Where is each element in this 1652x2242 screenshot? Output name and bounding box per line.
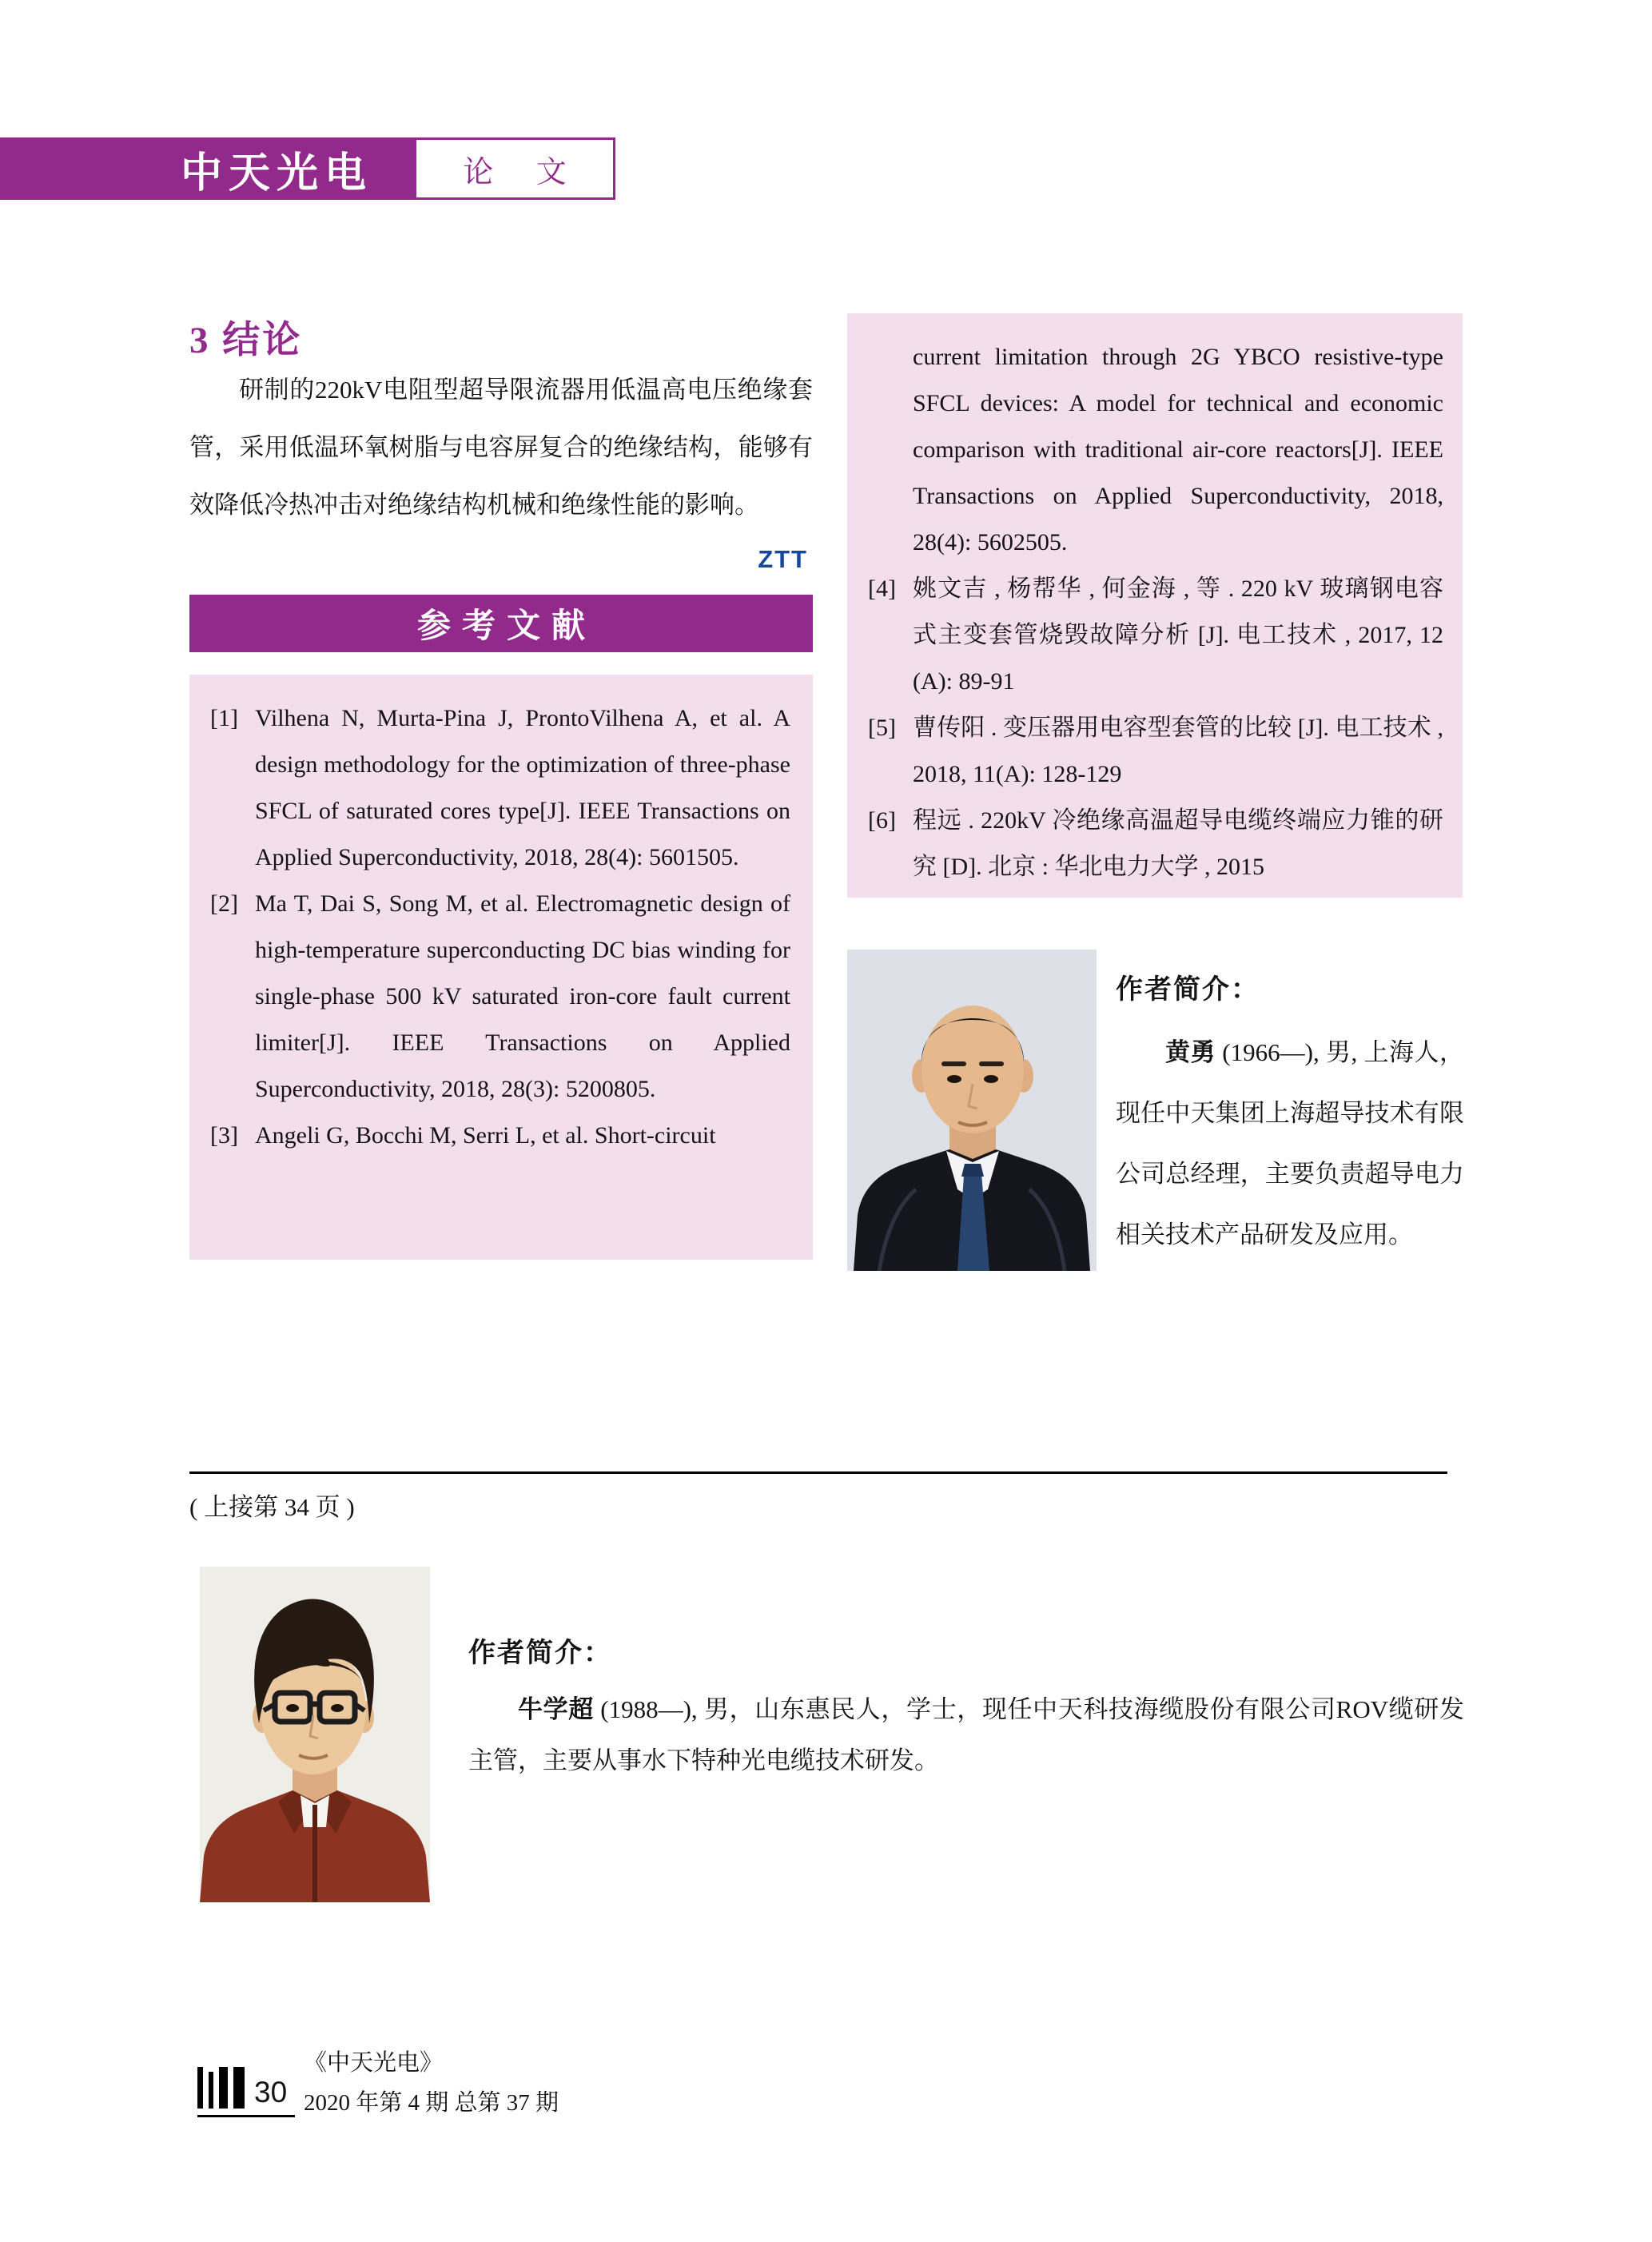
references-box-right xyxy=(847,313,1463,898)
conclusion-heading: 3 结论 xyxy=(189,320,303,361)
author-photo-huang-yong xyxy=(847,950,1097,1271)
footer-journal-info xyxy=(304,2043,559,2123)
references-banner: 参考文献 xyxy=(189,595,813,652)
author-bio-huang-yong xyxy=(1116,967,1464,1265)
reference-marker: [2] xyxy=(210,890,238,917)
reference-item xyxy=(210,881,790,1113)
page-number-mark xyxy=(197,2067,295,2117)
header-bar xyxy=(0,137,414,200)
author-bio-niu-xuechao xyxy=(468,1631,1464,1786)
section-divider xyxy=(189,1471,1447,1474)
page-marker-bars-icon xyxy=(197,2067,203,2109)
ztt-logo-mark: ZTT xyxy=(758,545,808,573)
reference-marker: [4] xyxy=(868,575,896,602)
journal-logo: 中天光电 xyxy=(180,150,372,197)
reference-marker: [6] xyxy=(868,807,896,834)
reference-text: Vilhena N, Murta-Pina J, ProntoVilhena A, et al. A design methodology for the optimization of three-phase SFCL of saturated cores type[J]. IEEE Transactions on Applied Superconductivity, 2018, 28(4): 5601505. xyxy=(255,705,790,870)
reference-text: 曹传阳 . 变压器用电容型套管的比较 [J]. 电工技术 , 2018, 11(A): 128-129 xyxy=(913,715,1443,787)
author-bio-text: (1966—), 男, 上海人，现任中天集团上海超导技术有限公司总经理，主要负责超导电力相关技术产品研发及应用。 xyxy=(1116,1038,1465,1248)
reference-item xyxy=(868,566,1443,705)
reference-marker: [5] xyxy=(868,715,896,741)
reference-marker: [3] xyxy=(210,1122,238,1149)
author-photo-niu-xuechao xyxy=(200,1567,430,1902)
conclusion-paragraph: 研制的220kV电阻型超导限流器用低温高电压绝缘套管，采用低温环氧树脂与电容屏复合的绝缘结构，能够有效降低冷热冲击对绝缘结构机械和绝缘性能的影响。 xyxy=(189,376,813,519)
section-tab-paper xyxy=(414,137,615,200)
continued-from-note: ( 上接第 34 页 ) xyxy=(189,1493,355,1521)
section-tab-label: 论 文 xyxy=(463,155,584,189)
author-bio-paragraph xyxy=(468,1684,1464,1786)
journal-title: 《中天光电》 xyxy=(304,2050,444,2076)
journal-issue: 2020 年第 4 期 总第 37 期 xyxy=(304,2090,559,2116)
reference-marker: [1] xyxy=(210,705,238,731)
author-bio-label: 作者简介： xyxy=(1116,975,1260,1005)
reference-item xyxy=(210,695,790,881)
reference-item xyxy=(868,705,1443,798)
reference-text: Angeli G, Bocchi M, Serri L, et al. Short-circuit xyxy=(255,1122,716,1149)
author-name: 牛学超 xyxy=(518,1695,594,1723)
reference-item xyxy=(210,1113,790,1159)
author-name: 黄勇 xyxy=(1165,1038,1216,1066)
author-bio-label: 作者简介： xyxy=(468,1639,612,1668)
author-bio-text: (1988—), 男，山东惠民人，学士，现任中天科技海缆股份有限公司ROV缆研发主管，主要从事水下特种光电缆技术研发。 xyxy=(468,1695,1464,1774)
conclusion-paragraph-block xyxy=(189,361,813,601)
author-bio-paragraph xyxy=(1116,1022,1464,1265)
reference-text: Ma T, Dai S, Song M, et al. Electromagnetic design of high-temperature superconducting DC bias winding for single-phase 500 kV saturated iron-core fault current limiter[J]. IEEE Transactions on Applied Superconductivity, 2018, 28(3): 5200805. xyxy=(255,890,790,1102)
reference-text: 程远 . 220kV 冷绝缘高温超导电缆终端应力锥的研究 [D]. 北京 : 华北电力大学 , 2015 xyxy=(913,807,1443,880)
reference-item xyxy=(868,798,1443,890)
page-number: 30 xyxy=(254,2076,288,2109)
reference-continuation: current limitation through 2G YBCO resistive-type SFCL devices: A model for technical and economic comparison with traditional air-core reactors[J]. IEEE Transactions on Applied Superconductivity, 2018, 28(4): 5602505. xyxy=(913,344,1443,556)
references-box-left xyxy=(189,675,813,1260)
reference-text: 姚文吉 , 杨帮华 , 何金海 , 等 . 220 kV 玻璃钢电容式主变套管烧毁故障分析 [J]. 电工技术 , 2017, 12 (A): 89-91 xyxy=(913,575,1443,695)
